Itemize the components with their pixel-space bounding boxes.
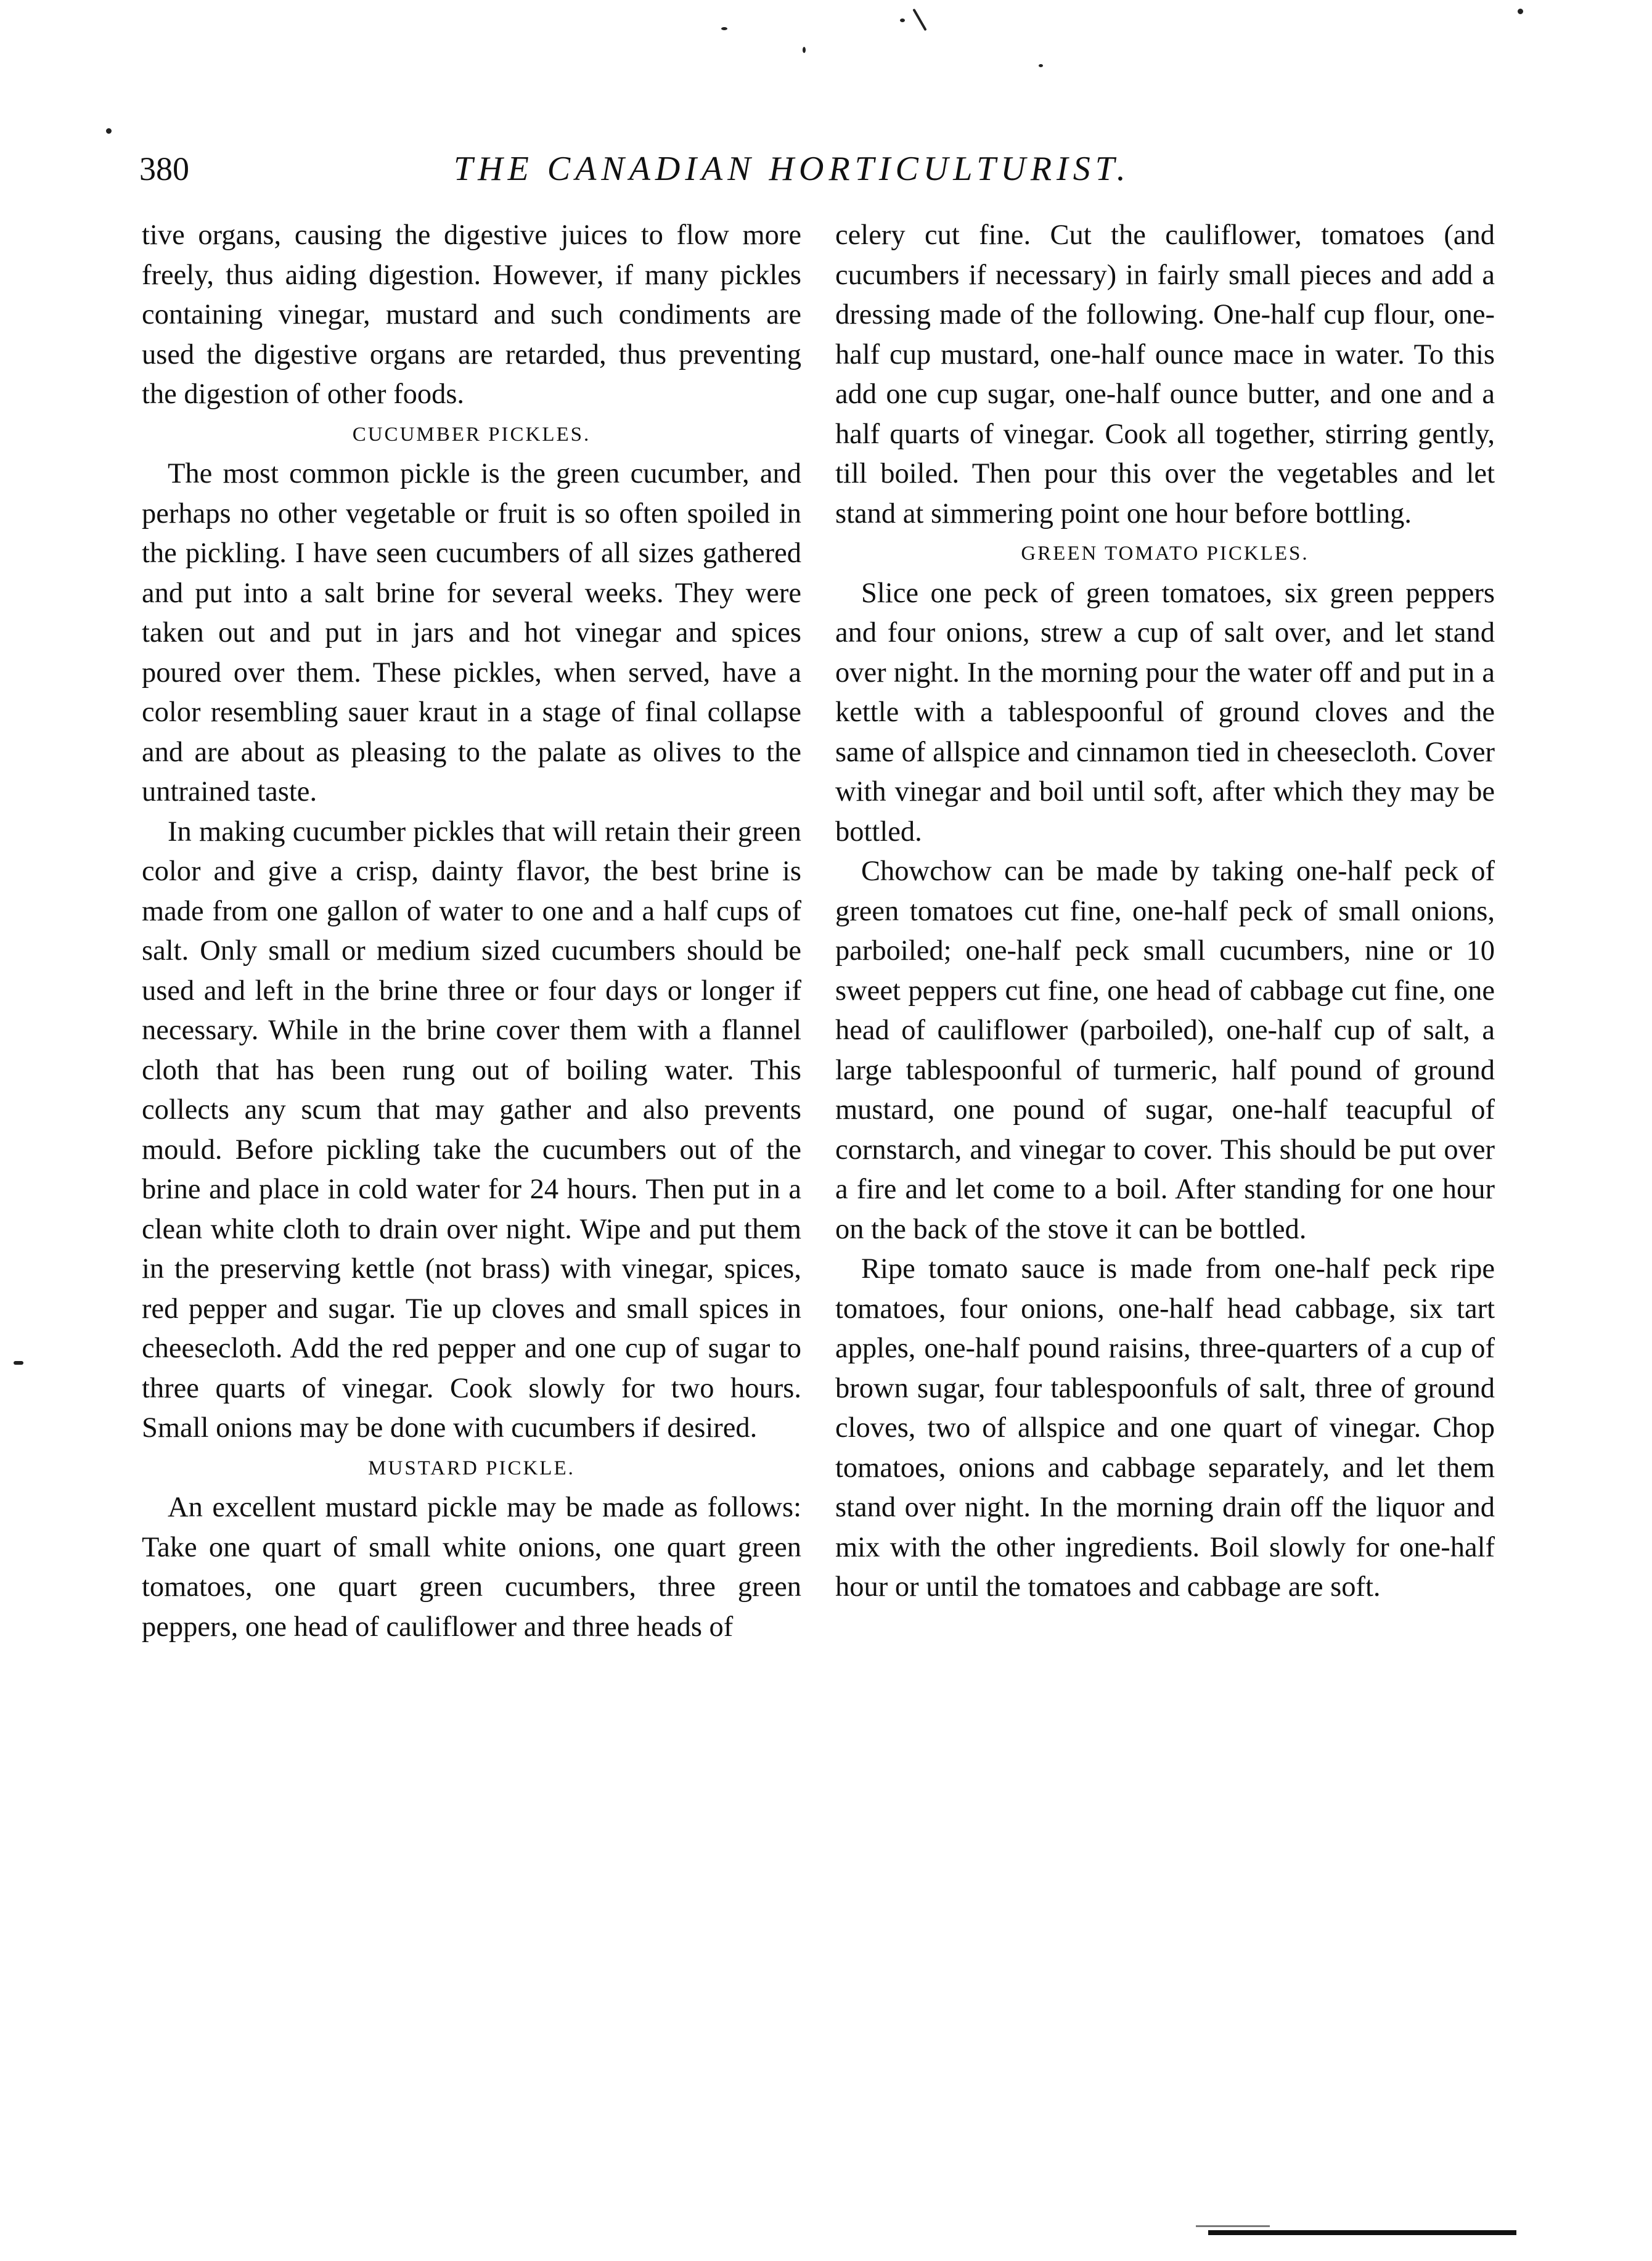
- paragraph: Ripe tomato sauce is made from one-half peck ripe tomatoes, four onions, one-half head cabbage, six tart apples, one-half pound raisins, three-quarters of a cup of brown sugar, four tablespoonfuls of salt, three of ground cloves, two of allspice and one quart of vinegar. Chop tomatoes, onions and cabbage separately, and let them stand over night. In the morning drain off the liquor and mix with the other ingredients. Boil slowly for one-half hour or until the tomatoes and cabbage are soft.: [835, 1253, 1495, 1603]
- scan-speck: [14, 1361, 23, 1365]
- scan-speck: [803, 47, 806, 53]
- right-column: [835, 216, 1495, 2176]
- paragraph: tive organs, causing the digestive juices to flow more freely, thus aiding digestion. However, if many pickles containing vinegar, mustard and such condiments are used the digestive organs are retarded, thus preventing the digestion of other foods.: [142, 219, 801, 410]
- running-title: THE CANADIAN HORTICULTURIST.: [454, 150, 1131, 188]
- paragraph: An excellent mustard pickle may be made as follows: Take one quart of small white onions, one quart green tomatoes, one quart green cucumbers, three green peppers, one head of cauliflower and three heads of: [142, 1492, 801, 1643]
- page-header: [139, 144, 1212, 194]
- paragraph: celery cut fine. Cut the cauliflower, tomatoes (and cucumbers if necessary) in fairly small pieces and add a dressing made of the following. One-half cup flour, one-half cup mustard, one-half ounce mace in water. To this add one cup sugar, one-half ounce butter, and one and a half quarts of vinegar. Cook all together, stirring gently, till boiled. Then pour this over the vegetables and let stand at simmering point one hour before bottling.: [835, 219, 1495, 529]
- scan-speck: [912, 9, 926, 31]
- scan-speck: [900, 18, 905, 22]
- footer-rule: [1208, 2230, 1516, 2235]
- scan-speck: [106, 128, 112, 134]
- scan-speck: [721, 27, 727, 30]
- section-heading: CUCUMBER PICKLES.: [352, 423, 591, 446]
- section-heading: MUSTARD PICKLE.: [368, 1457, 575, 1479]
- left-column: [142, 216, 801, 2176]
- footer-rule-faint: [1196, 2225, 1270, 2227]
- page-number: 380: [139, 150, 189, 187]
- section-heading: GREEN TOMATO PICKLES.: [1021, 542, 1309, 565]
- scan-speck: [1039, 64, 1043, 67]
- paragraph: In making cucumber pickles that will retain their green color and give a crisp, dainty flavor, the best brine is made from one gallon of water to one and a half cups of salt. Only small or medium sized cucumbers should be used and left in the brine three or four days or longer if necessary. While in the brine cover them with a flannel cloth that has been rung out of boiling water. This collects any scum that may gather and also prevents mould. Before pickling take the cucumbers out of the brine and place in cold water for 24 hours. Then put in a clean white cloth to drain over night. Wipe and put them in the preserving kettle (not brass) with vinegar, spices, red pepper and sugar. Tie up cloves and small spices in cheesecloth. Add the red pepper and one cup of sugar to three quarts of vinegar. Cook slowly for two hours. Small onions may be done with cucumbers if desired.: [142, 816, 801, 1444]
- paragraph: The most common pickle is the green cucumber, and perhaps no other vegetable or fruit is so often spoiled in the pickling. I have seen cucumbers of all sizes gathered and put into a salt brine for several weeks. They were taken out and put in jars and hot vinegar and spices poured over them. These pickles, when served, have a color resembling sauer kraut in a stage of final collapse and are about as pleasing to the palate as olives to the untrained taste.: [142, 458, 801, 808]
- paragraph: Chowchow can be made by taking one-half peck of green tomatoes cut fine, one-half peck of small onions, parboiled; one-half peck small cucumbers, nine or 10 sweet peppers cut fine, one head of cabbage cut fine, one head of cauliflower (parboiled), one-half cup of salt, a large tablespoonful of turmeric, half pound of ground mustard, one pound of sugar, one-half teacupful of cornstarch, and vinegar to cover. This should be put over a fire and let come to a boil. After standing for one hour on the back of the stove it can be bottled.: [835, 856, 1495, 1245]
- paragraph: Slice one peck of green tomatoes, six green peppers and four onions, strew a cup of salt over, and let stand over night. In the morning pour the water off and put in a kettle with a tablespoonful of ground cloves and the same of allspice and cinnamon tied in cheesecloth. Cover with vinegar and boil until soft, after which they may be bottled.: [835, 577, 1495, 848]
- scan-speck: [1518, 9, 1523, 14]
